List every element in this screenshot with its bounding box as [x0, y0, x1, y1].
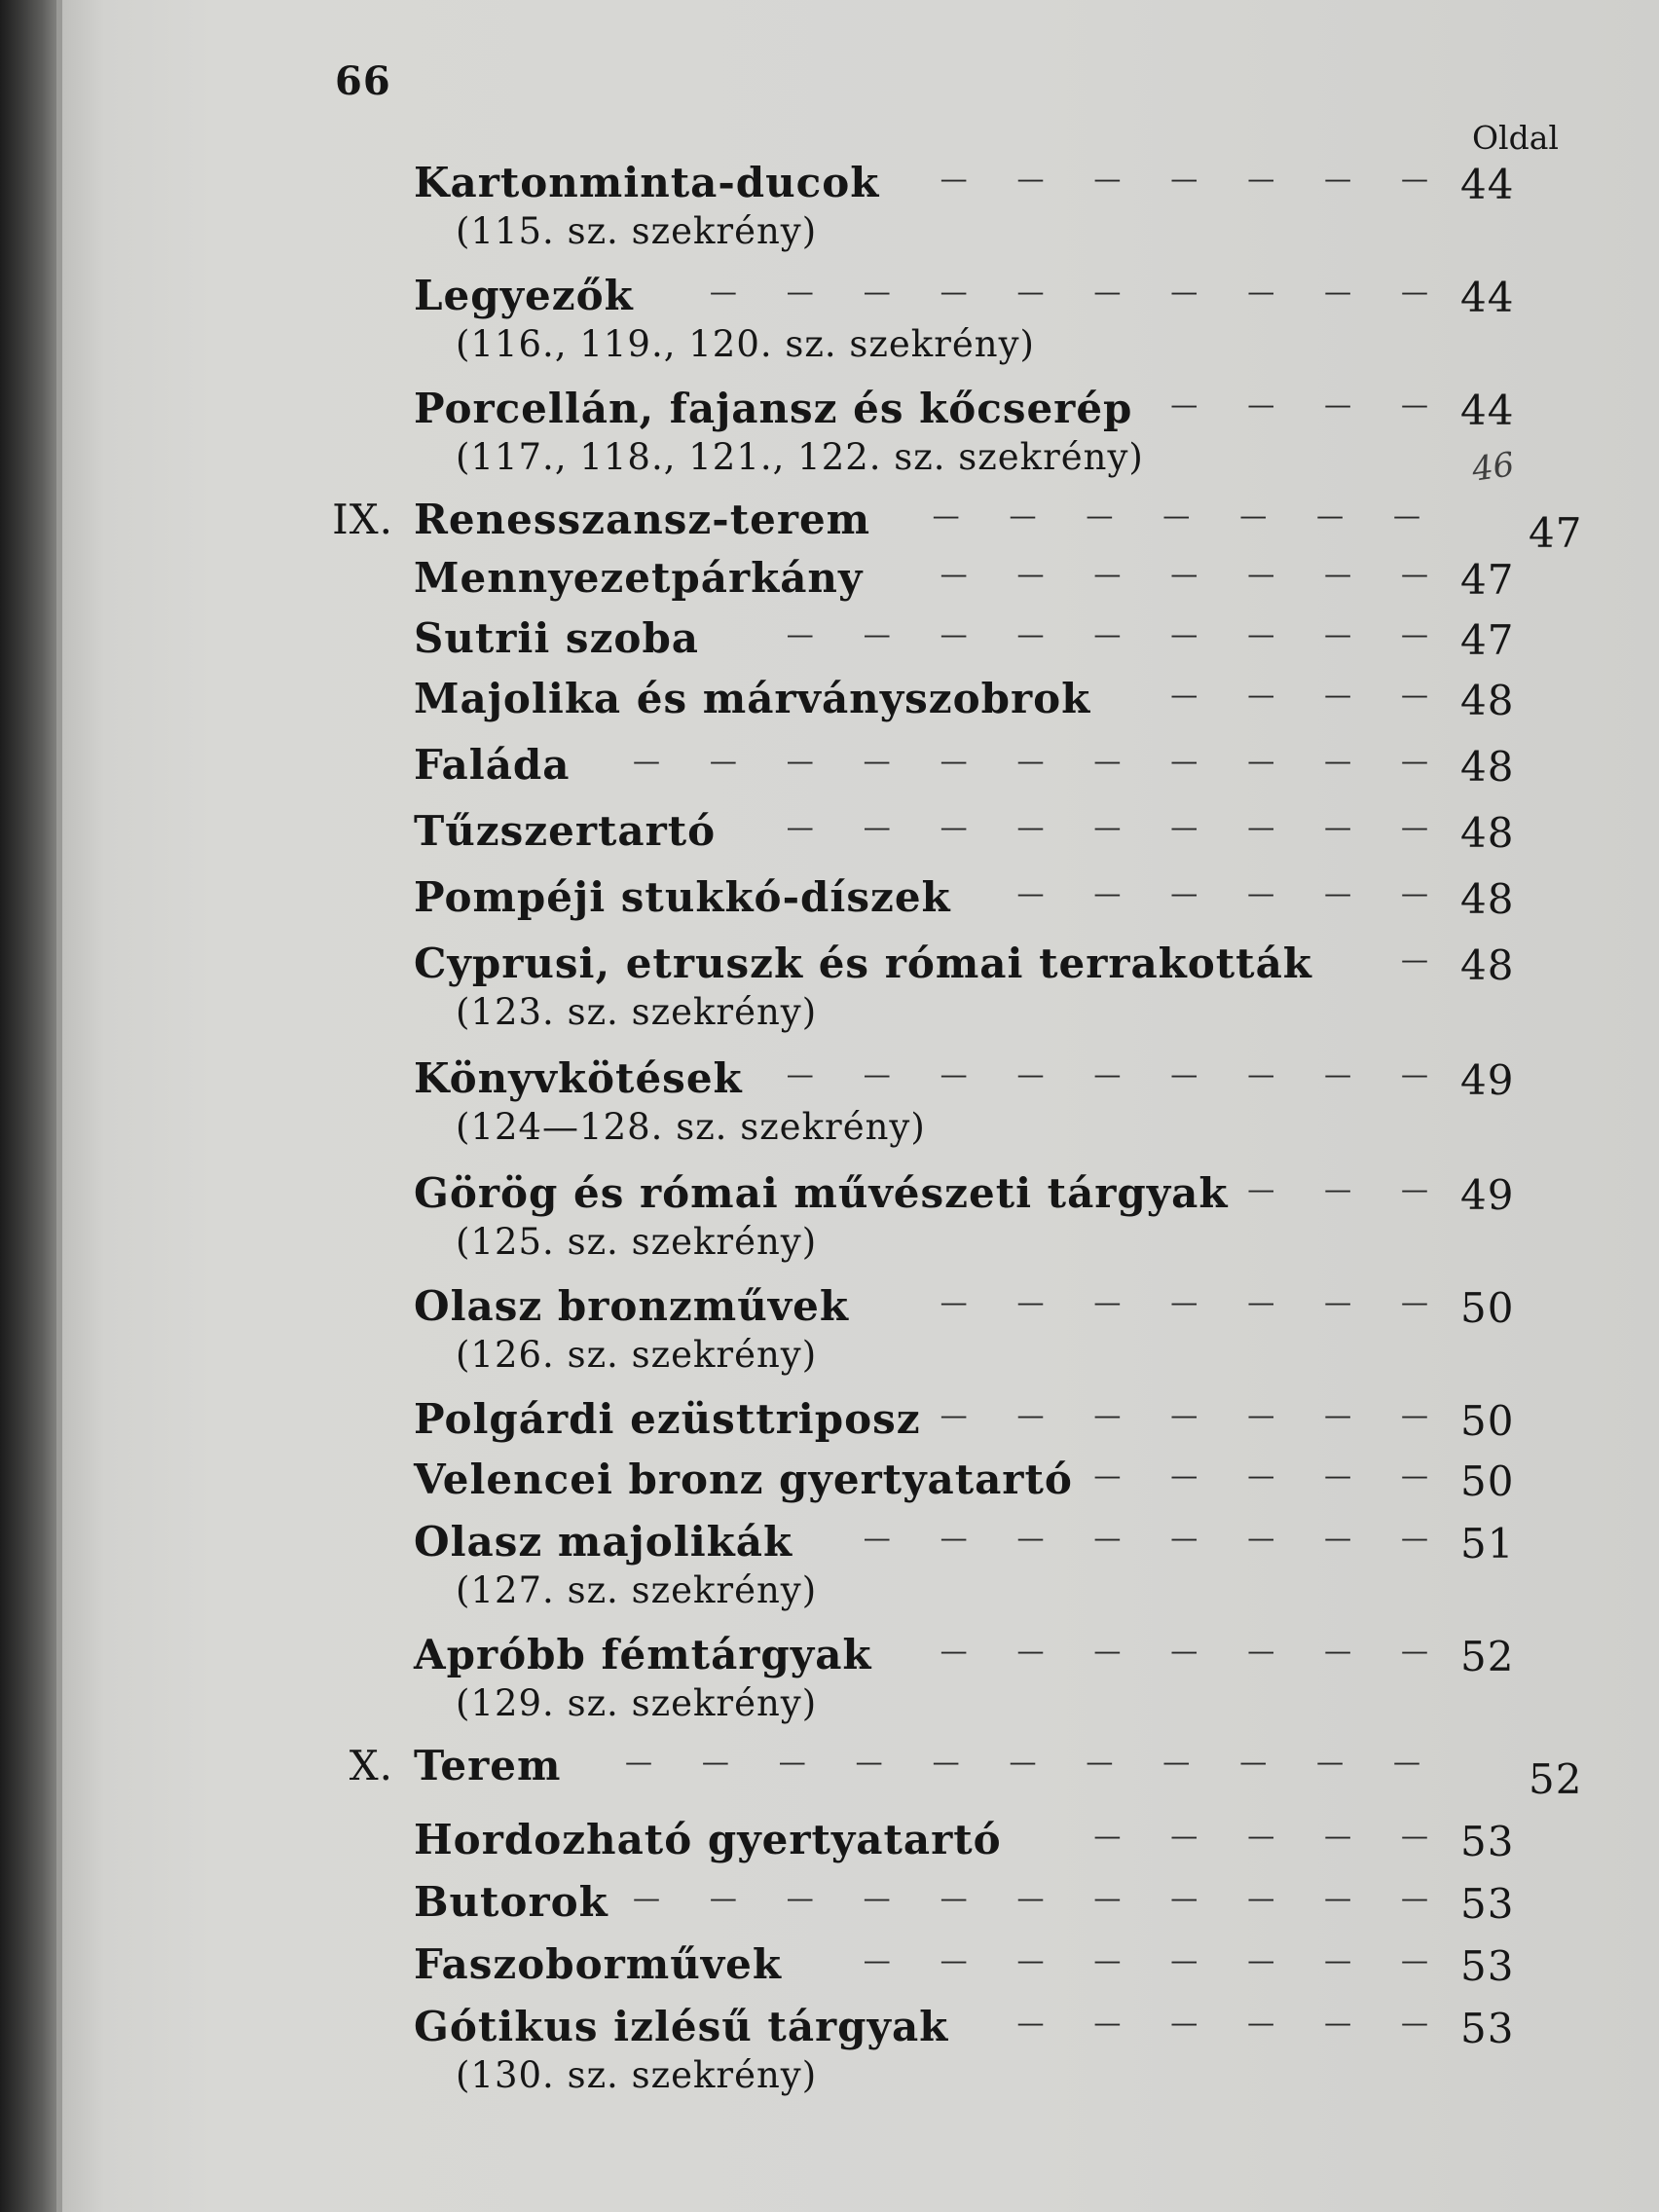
toc-page-number: 44 [1460, 387, 1515, 434]
toc-page-number: 48 [1460, 941, 1515, 989]
toc-section-title: Renesszansz-terem [414, 496, 871, 543]
toc-page-number: 53 [1460, 1880, 1515, 1928]
toc-entry-title: Olasz bronzművek [414, 1282, 849, 1330]
toc-page-number: 49 [1460, 1171, 1515, 1219]
toc-entry-title: Polgárdi ezüsttriposz [414, 1395, 921, 1443]
toc-page-number: 53 [1460, 1818, 1515, 1865]
toc-entry [0, 2000, 1659, 2096]
toc-entry [0, 1515, 1659, 1611]
toc-entry-title: Kartonminta-ducok [414, 159, 880, 206]
toc-entry-cabinet-note: (129. sz. szekrény) [456, 1682, 818, 1724]
toc-entry-title: Faszoborművek [414, 1940, 782, 1988]
toc-entry [0, 672, 1659, 730]
toc-dot-leader: — — — — [1170, 679, 1449, 711]
toc-dot-leader: — [1401, 943, 1449, 976]
toc-entry-cabinet-note: (123. sz. szekrény) [456, 991, 818, 1033]
toc-entry [0, 611, 1659, 670]
toc-page-number: 50 [1460, 1397, 1515, 1445]
toc-entry-title: Mennyezetpárkány [414, 554, 864, 602]
toc-dot-leader: — — — — — — — — — — — [624, 1746, 1441, 1778]
toc-entry [0, 870, 1659, 929]
toc-entry-cabinet-note: (124—128. sz. szekrény) [456, 1106, 926, 1148]
toc-section-heading [0, 493, 1659, 557]
toc-dot-leader: — — — — — — — — [863, 1944, 1449, 1976]
toc-entry [0, 1813, 1659, 1871]
toc-section-number: IX. [332, 496, 393, 543]
toc-dot-leader: — — — — — [1093, 1820, 1449, 1852]
toc-section-heading [0, 1739, 1659, 1803]
toc-entry [0, 1875, 1659, 1934]
toc-entry-title: Legyezők [414, 272, 634, 319]
toc-entry [0, 551, 1659, 609]
toc-entry-title: Majolika és márványszobrok [414, 675, 1091, 722]
toc-entry-cabinet-note: (125. sz. szekrény) [456, 1221, 818, 1263]
page-number: 66 [335, 58, 391, 104]
toc-entry-title: Pompéji stukkó-díszek [414, 873, 951, 921]
toc-entry [0, 1051, 1659, 1148]
toc-page-number: 48 [1460, 809, 1515, 857]
toc-entry-title: Velencei bronz gyertyatartó [414, 1456, 1073, 1503]
toc-section-title: Terem [414, 1742, 562, 1789]
toc-dot-leader: — — — — — — — — — [786, 1058, 1449, 1090]
toc-entry-title: Tűzszertartó [414, 807, 717, 855]
toc-page-number: 48 [1460, 677, 1515, 724]
toc-section-number: X. [349, 1742, 393, 1789]
toc-dot-leader: — — — — — — — [940, 1635, 1449, 1667]
toc-page-number: 48 [1460, 743, 1515, 791]
toc-page-number: 44 [1460, 274, 1515, 321]
toc-dot-leader: — — — — — — — — — [786, 811, 1449, 843]
toc-entry [0, 269, 1659, 365]
toc-page-number: 47 [1460, 616, 1515, 664]
toc-page-number: 51 [1460, 1520, 1515, 1567]
toc-entry-cabinet-note: (130. sz. szekrény) [456, 2054, 818, 2096]
toc-entry [0, 1279, 1659, 1376]
toc-page-number: 52 [1529, 1755, 1583, 1803]
toc-entry [0, 738, 1659, 796]
toc-entry-title: Olasz majolikák [414, 1518, 793, 1566]
toc-dot-leader: — — — — — — [1016, 877, 1449, 909]
toc-page-number: 53 [1460, 2005, 1515, 2052]
toc-page-number: 44 [1460, 161, 1515, 208]
toc-dot-leader: — — — [1247, 1173, 1449, 1205]
toc-entry [0, 1937, 1659, 1996]
toc-entry-title: Könyvkötések [414, 1054, 743, 1102]
toc-entry-title: Gótikus izlésű tárgyak [414, 2003, 949, 2050]
toc-entry [0, 382, 1659, 478]
toc-entry [0, 1628, 1659, 1724]
toc-entry-title: Faláda [414, 741, 571, 789]
toc-page-number: 47 [1529, 509, 1583, 557]
toc-entry [0, 156, 1659, 252]
toc-dot-leader: — — — — — — — [940, 163, 1449, 195]
toc-entry-title: Hordozható gyertyatartó [414, 1816, 1002, 1863]
toc-entry [0, 804, 1659, 863]
toc-dot-leader: — — — — — — — [940, 1399, 1449, 1431]
toc-page-number: 48 [1460, 875, 1515, 923]
toc-entry-cabinet-note: (126. sz. szekrény) [456, 1334, 818, 1376]
toc-dot-leader: — — — — — — — — — — — [632, 1882, 1449, 1914]
toc-dot-leader: — — — — — — — — [863, 1522, 1449, 1554]
toc-entry [0, 1453, 1659, 1511]
toc-page-number: 50 [1460, 1284, 1515, 1332]
toc-dot-leader: — — — — — [1093, 1459, 1449, 1492]
toc-dot-leader: — — — — [1170, 388, 1449, 421]
toc-dot-leader: — — — — — — — [932, 499, 1441, 532]
toc-entry-cabinet-note: (127. sz. szekrény) [456, 1569, 818, 1611]
toc-entry-title: Görög és római művészeti tárgyak [414, 1169, 1229, 1217]
toc-entry [0, 1166, 1659, 1263]
toc-page-number: 53 [1460, 1942, 1515, 1990]
toc-dot-leader: — — — — — — — — — — — [632, 745, 1449, 777]
toc-dot-leader: — — — — — — — [940, 1286, 1449, 1318]
toc-entry-title: Sutrii szoba [414, 614, 700, 662]
toc-page-number: 47 [1460, 556, 1515, 604]
toc-page-number: 49 [1460, 1056, 1515, 1104]
page-column-header: Oldal [1472, 119, 1559, 157]
toc-entry-cabinet-note: (116., 119., 120. sz. szekrény) [456, 323, 1035, 365]
toc-entry-title: Apróbb fémtárgyak [414, 1631, 872, 1678]
toc-page-number: 50 [1460, 1457, 1515, 1505]
toc-dot-leader: — — — — — — [1016, 2007, 1449, 2039]
toc-dot-leader: — — — — — — — [940, 558, 1449, 590]
toc-entry-cabinet-note: (115. sz. szekrény) [456, 210, 818, 252]
toc-entry-title: Butorok [414, 1878, 608, 1926]
toc-dot-leader: — — — — — — — — — — [709, 276, 1449, 308]
toc-entry [0, 937, 1659, 1033]
toc-dot-leader: — — — — — — — — — [786, 618, 1449, 650]
toc-entry-cabinet-note: (117., 118., 121., 122. sz. szekrény) [456, 436, 1144, 478]
pencil-annotation: 46 [1469, 445, 1517, 490]
toc-entry-title: Porcellán, fajansz és kőcserép [414, 385, 1133, 432]
toc-entry-title: Cyprusi, etruszk és római terrakották [414, 940, 1312, 987]
toc-page-number: 52 [1460, 1633, 1515, 1680]
toc-entry [0, 1392, 1659, 1451]
